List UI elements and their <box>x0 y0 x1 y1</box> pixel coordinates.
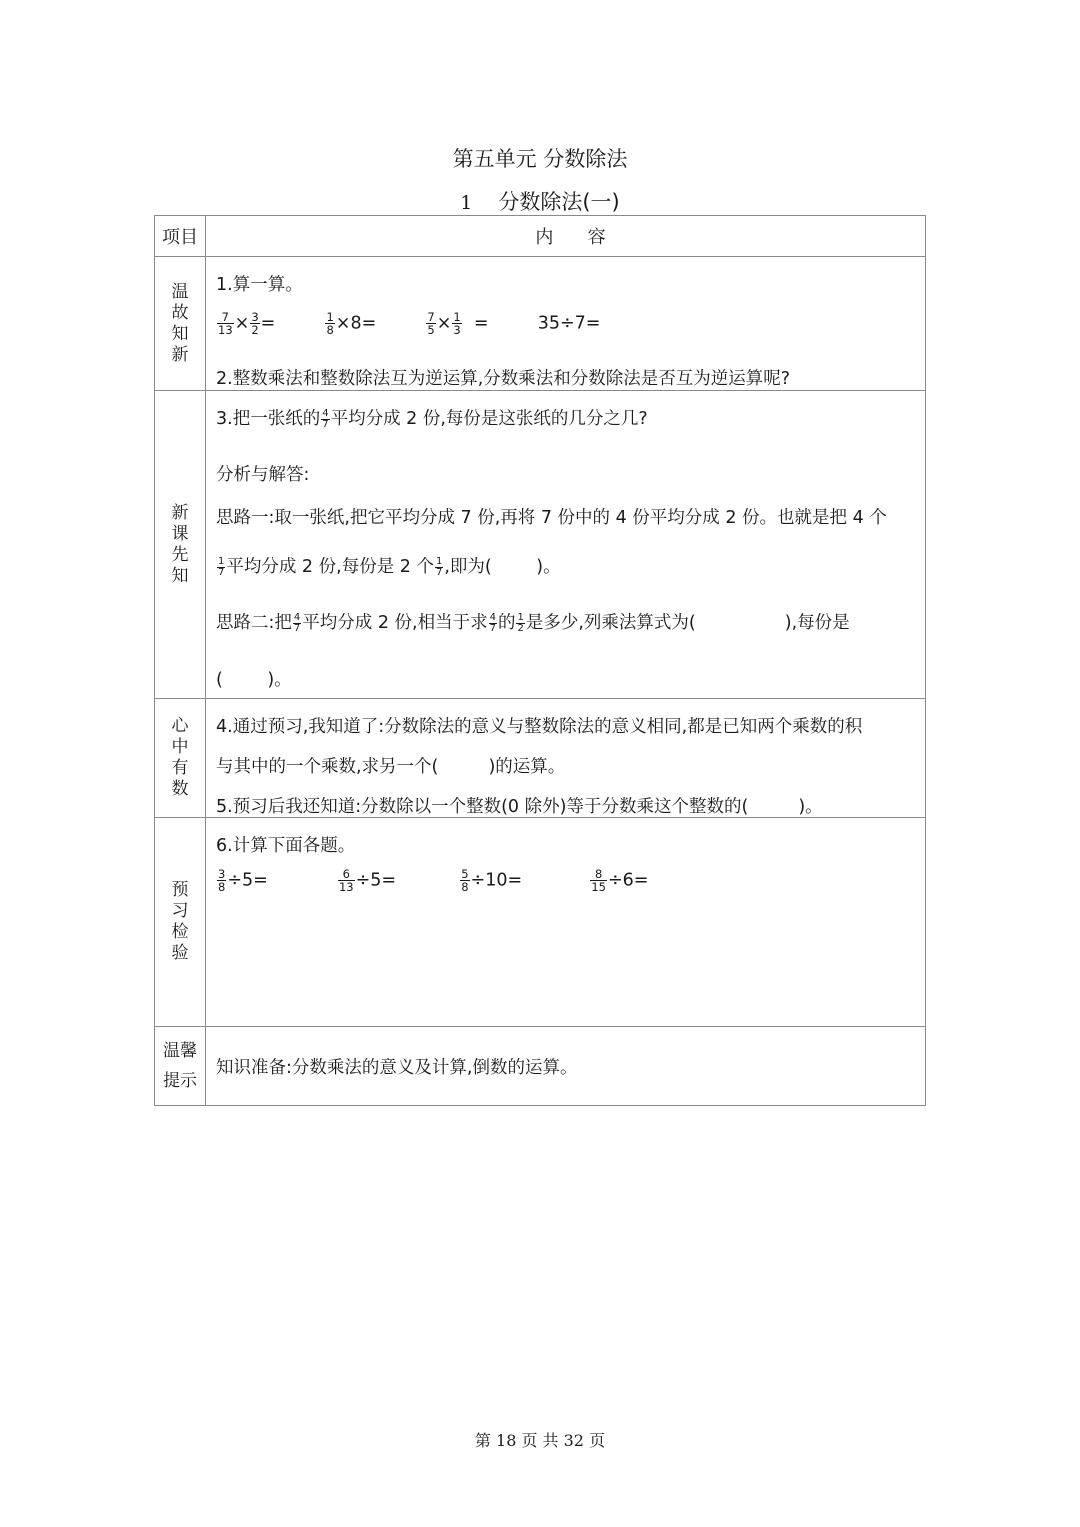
section-tip <box>155 1027 926 1106</box>
fraction: $\frac{3}{8}$ <box>218 867 226 894</box>
calc-row-1: $\frac{7}{13}$ × $\frac{3}{2}$ = $\frac{1}{8}$ ×8= $\frac{7}{5}$ × $\frac{1}{3}$ = 35÷7= <box>218 310 601 337</box>
question-4-line-b: 与其中的一个乘数,求另一个( )的运算。 <box>216 757 566 777</box>
label-line: 温馨 <box>163 1041 197 1061</box>
fraction: $\frac{7}{5}$ <box>427 310 435 337</box>
page-number: 第 18 页 共 32 页 <box>474 1431 606 1450</box>
label-char: 心 <box>171 716 189 736</box>
label-char: 故 <box>171 302 189 323</box>
question-5: 5.预习后我还知道:分数除以一个整数(0 除外)等于分数乘这个整数的( )。 <box>216 797 823 817</box>
label-char: 课 <box>171 523 189 544</box>
header-item: 项目 <box>155 216 206 257</box>
question-4-line-a: 4.通过预习,我知道了:分数除法的意义与整数除法的意义相同,都是已知两个乘数的积 <box>216 717 863 737</box>
question-6: 6.计算下面各题。 <box>216 836 356 856</box>
label-char: 新 <box>171 344 189 365</box>
review-content <box>206 257 926 391</box>
lesson-number: 1 <box>460 192 473 214</box>
label-char: 数 <box>171 779 189 799</box>
label-char: 知 <box>171 323 189 344</box>
fraction: $\frac{3}{2}$ <box>251 310 259 337</box>
label-char: 验 <box>171 943 189 963</box>
label-char: 检 <box>171 922 189 942</box>
fraction: $\frac{1}{8}$ <box>326 310 334 337</box>
fraction: $\frac{1}{3}$ <box>453 310 461 337</box>
section-check <box>155 818 926 1027</box>
fraction: $\frac{4}{7}$ <box>293 611 301 634</box>
section-new-lesson <box>155 391 926 699</box>
tip-text: 知识准备:分数乘法的意义及计算,倒数的运算。 <box>206 1027 926 1106</box>
section-label-tip <box>155 1027 206 1106</box>
question-3: 3.把一张纸的 $\frac{4}{7}$ 平均分成 2 份,每份是这张纸的几分之几? <box>216 407 648 430</box>
question-2: 2.整数乘法和整数除法互为逆运算,分数乘法和分数除法是否互为逆运算呢? <box>216 369 791 389</box>
section-label-review <box>155 257 206 391</box>
mind-content <box>206 699 926 818</box>
label-char: 预 <box>171 880 189 900</box>
new-lesson-content <box>206 391 926 699</box>
analysis-label: 分析与解答: <box>216 465 310 485</box>
label-char: 先 <box>171 544 189 565</box>
idea-1-line-b: $\frac{1}{7}$ 平均分成 2 份,每份是 2 个 $\frac{1}{7}$ ,即为( )。 <box>218 555 561 578</box>
label-char: 新 <box>171 502 189 523</box>
worksheet-table <box>154 215 926 1106</box>
fraction: $\frac{1}{2}$ <box>517 611 524 634</box>
fraction: $\frac{1}{7}$ <box>218 555 225 578</box>
lesson-title-text: 分数除法(一) <box>498 190 620 214</box>
section-mind <box>155 699 926 818</box>
calc-item: 35÷7= <box>537 313 601 334</box>
lesson-title <box>0 186 1080 216</box>
label-char: 知 <box>171 565 189 586</box>
question-1: 1.算一算。 <box>216 275 303 295</box>
fraction: $\frac{5}{8}$ <box>461 867 469 894</box>
section-review <box>155 257 926 391</box>
section-label-check <box>155 818 206 1027</box>
fraction: $\frac{6}{13}$ <box>338 867 354 894</box>
idea-2-line-a: 思路二:把 $\frac{4}{7}$ 平均分成 2 份,相当于求 $\frac{4}{7}$ 的 $\frac{1}{2}$ 是多少,列乘法算式为( ),每份是 <box>216 611 850 634</box>
section-label-mind <box>155 699 206 818</box>
label-char: 中 <box>171 737 189 757</box>
calc-row-2: $\frac{3}{8}$ ÷5= $\frac{6}{13}$ ÷5= $\frac{5}{8}$ ÷10= $\frac{8}{15}$ ÷6= <box>218 867 649 894</box>
header-content: 内 容 <box>206 216 926 257</box>
unit-title: 第五单元 分数除法 <box>452 147 628 171</box>
check-content <box>206 818 926 1027</box>
fraction: $\frac{1}{7}$ <box>435 555 443 578</box>
label-char: 温 <box>171 281 189 302</box>
idea-1-line-a: 思路一:取一张纸,把它平均分成 7 份,再将 7 份中的 4 份平均分成 2 份。也就是把 4 个 <box>216 508 887 528</box>
label-char: 习 <box>171 901 189 921</box>
fraction: $\frac{4}{7}$ <box>489 611 496 634</box>
fraction: $\frac{8}{15}$ <box>591 867 606 894</box>
label-char: 有 <box>171 758 189 778</box>
section-label-new-lesson <box>155 391 206 699</box>
fraction: $\frac{4}{7}$ <box>322 407 329 430</box>
label-line: 提示 <box>163 1071 197 1091</box>
idea-2-line-b: ( )。 <box>216 670 292 690</box>
fraction: $\frac{7}{13}$ <box>218 310 233 337</box>
table-header-row <box>155 216 926 257</box>
